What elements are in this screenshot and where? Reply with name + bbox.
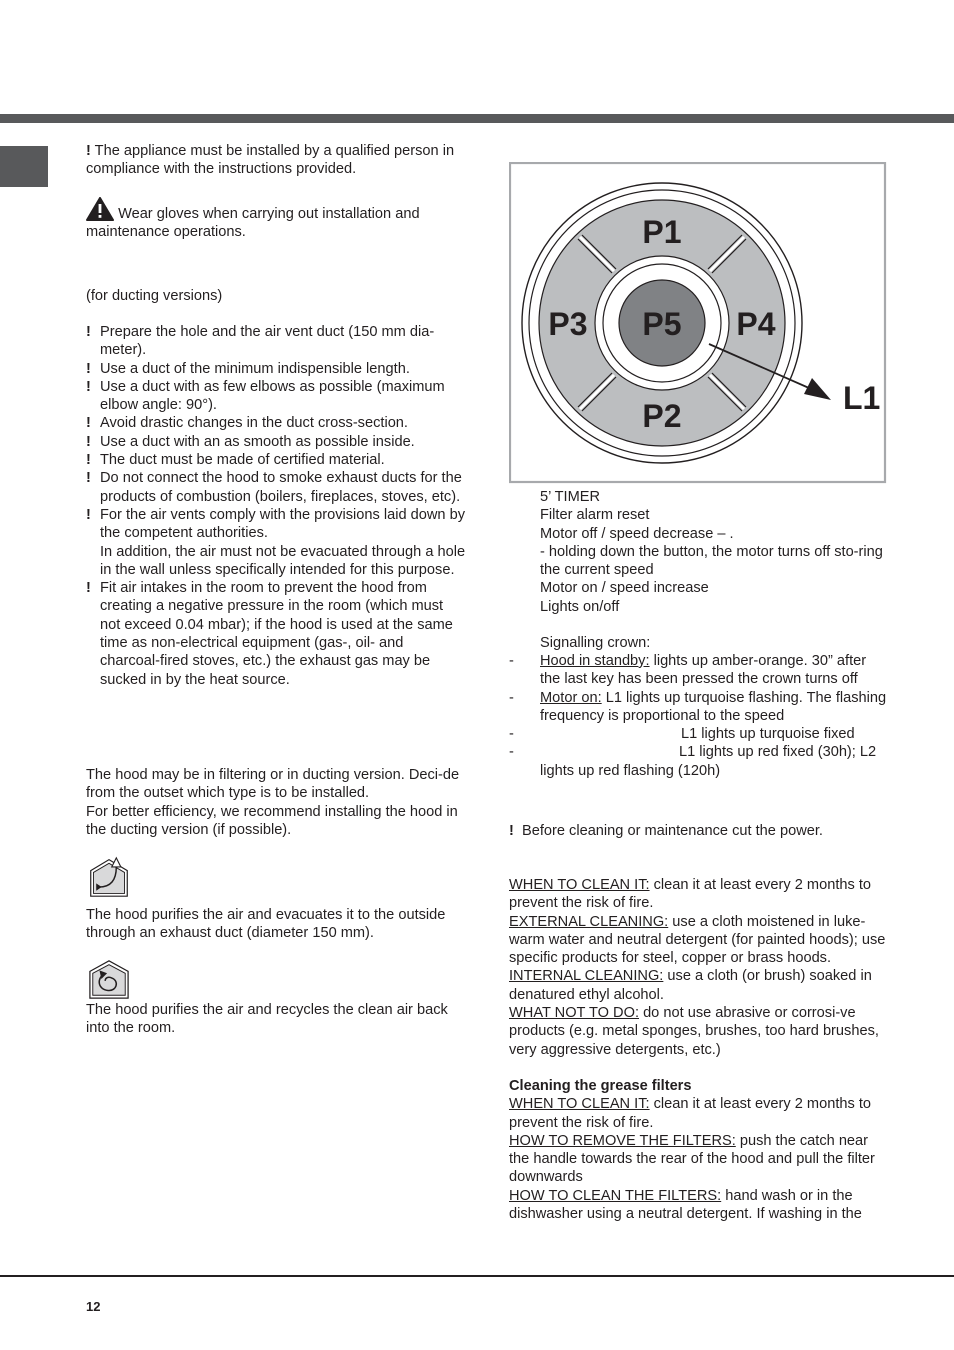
bottom-rule [0, 1275, 954, 1277]
filters-section [509, 1077, 889, 1223]
label-p3: P3 [548, 306, 588, 342]
filtering-house-icon [86, 958, 132, 1000]
internal-paragraph: INTERNAL CLEANING: use a cloth (or brush) soaked in denatured ethyl alcohol. [509, 968, 872, 1003]
version-paragraph: The hood may be in filtering or in ducting version. Deci-de from the outset which type is to be installed. For better efficiency, we recommend installing the hood in the ducting version (if possible). [86, 767, 460, 838]
install-note-text: The appliance must be installed by a qualified person in compliance with the instructions provided. [86, 143, 455, 178]
filter-when-paragraph: WHEN TO CLEAN IT: clean it at least every 2 months to prevent the risk of fire. [509, 1096, 872, 1131]
maintenance-text [509, 876, 889, 1059]
gloves-note [86, 197, 466, 242]
page-number: 12 [86, 1299, 101, 1314]
control-panel-diagram [509, 162, 887, 484]
power-note: ! Before cleaning or maintenance cut the power. [509, 823, 823, 839]
label-p4: P4 [736, 306, 776, 342]
gloves-note-text: Wear gloves when carrying out installation and maintenance operations. [86, 206, 420, 241]
control-line: Motor off / speed decrease – . [540, 525, 734, 542]
control-line: Motor on / speed increase [540, 580, 709, 597]
list-item: ! Avoid drastic changes in the duct cross-section. [86, 415, 408, 432]
controls-list [540, 488, 890, 616]
control-line: Filter alarm reset [540, 507, 650, 524]
external-paragraph: EXTERNAL CLEANING: use a cloth moistened in luke-warm water and neutral detergent (for painted hoods); use specific products for steel, copper or brass hoods. [509, 913, 886, 967]
list-item: ! Use a duct with as few elbows as possible (maximum elbow angle: 90°). [86, 378, 445, 414]
crown-title: Signalling crown: [540, 635, 651, 651]
filters-title: Cleaning the grease filters [509, 1078, 692, 1094]
filter-remove-paragraph: HOW TO REMOVE THE FILTERS: push the catch near the handle towards the rear of the hood and pull the filter downwards [509, 1132, 875, 1186]
crown-list [509, 652, 889, 780]
install-note [86, 142, 466, 179]
list-item: - L1 lights up turquoise fixed [509, 726, 855, 743]
list-item: ! Fit air intakes in the room to prevent the hood from creating a negative pressure in the room (which must not exceed 0.04 mbar); if the hood is used at the same time as non-electrical equipment (gas-, oil- and charcoal-fired stoves, etc.) the exhaust gas may be sucked in by the heat source. [86, 580, 453, 688]
list-item: - Motor on: L1 lights up turquoise flashing. The flashing frequency is proportional to the speed [509, 689, 887, 724]
section-tab [0, 146, 48, 187]
warning-triangle-icon [86, 197, 114, 221]
ducting-subtitle: (for ducting versions) [86, 288, 223, 304]
top-rule [0, 114, 954, 123]
duct-bullet-list [86, 323, 466, 689]
label-p5: P5 [642, 306, 682, 342]
not-paragraph: WHAT NOT TO DO: do not use abrasive or corrosi-ve products (e.g. metal sponges, brushes, too hard brushes, very aggressive detergents, etc.) [509, 1005, 879, 1058]
ducting-house-icon [86, 856, 132, 898]
label-p2: P2 [642, 398, 682, 434]
label-l1: L1 [843, 380, 881, 416]
warning-mark: ! [86, 143, 91, 159]
when-paragraph: WHEN TO CLEAN IT: clean it at least every 2 months to prevent the risk of fire. [509, 877, 872, 912]
ducting-description: The hood purifies the air and evacuates it to the outside through an exhaust duct (diameter 150 mm). [86, 907, 446, 942]
list-item: ! Use a duct with an as smooth as possible inside. [86, 433, 415, 450]
filter-clean-paragraph: HOW TO CLEAN THE FILTERS: hand wash or in the dishwasher using a neutral detergent. If washing in the [509, 1187, 862, 1223]
list-item: ! The duct must be made of certified material. [86, 452, 385, 469]
label-p1: P1 [642, 214, 682, 250]
control-line: - holding down the button, the motor turns off sto-ring the current speed [540, 543, 883, 579]
list-item: ! Do not connect the hood to smoke exhaust ducts for the products of combustion (boilers, fireplaces, stoves, etc). [86, 470, 462, 505]
list-item: - Hood in standby: lights up amber-orange. 30” after the last key has been pressed the crown turns off [509, 653, 867, 688]
list-item: ! For the air vents comply with the provisions laid down by the competent authorities. In addition, the air must not be evacuated through a hole in the wall unless specifically intended for this purpose. [86, 506, 466, 578]
control-line: Lights on/off [540, 598, 620, 615]
filtering-description: The hood purifies the air and recycles the clean air back into the room. [86, 1002, 448, 1037]
list-item: ! Use a duct of the minimum indispensible length. [86, 360, 410, 377]
control-line: 5’ TIMER [540, 489, 601, 505]
list-item: - L1 lights up red fixed (30h); L2 lights up red flashing (120h) [509, 744, 877, 779]
list-item: ! Prepare the hole and the air vent duct (150 mm dia-meter). [86, 324, 435, 359]
